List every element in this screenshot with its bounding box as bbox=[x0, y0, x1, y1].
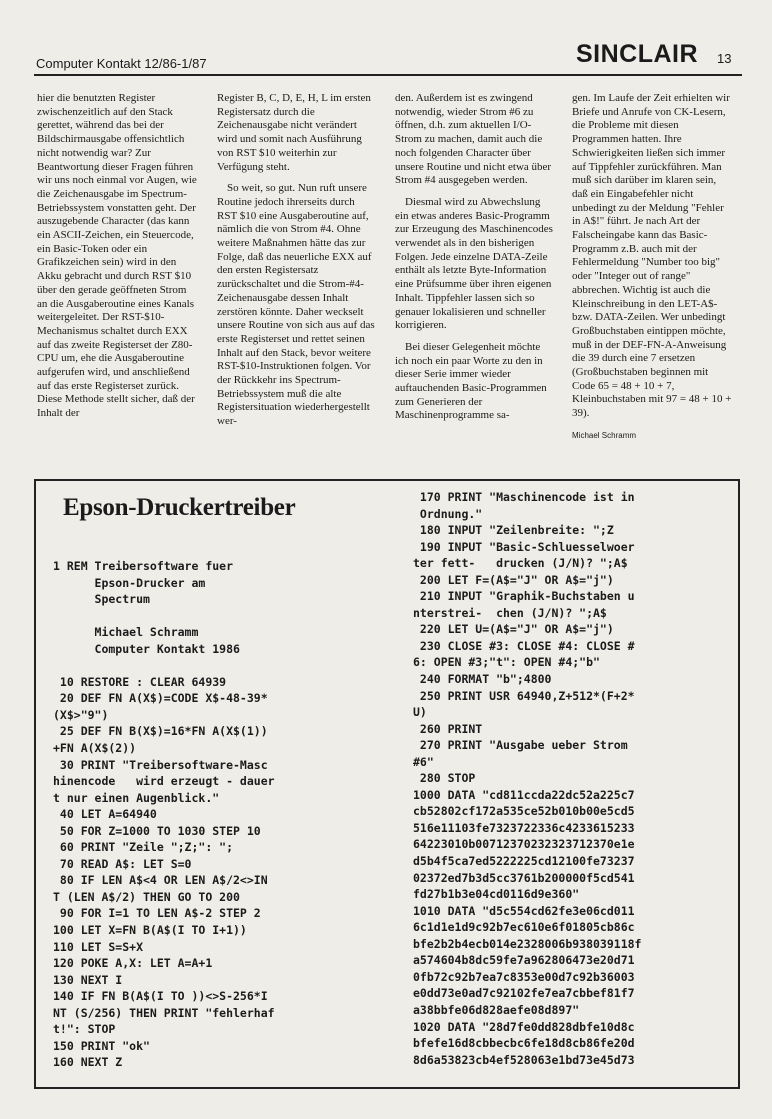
code-line: 110 LET S=S+X bbox=[53, 939, 144, 954]
code-line: Ordnung." bbox=[413, 506, 483, 521]
code-line: 8d6a53823cb4ef528063e1bd73e45d73 bbox=[413, 1052, 635, 1067]
code-line: 40 LET A=64940 bbox=[53, 807, 157, 822]
code-line: 130 NEXT I bbox=[53, 972, 123, 987]
code-line: nterstrei- chen (J/N)? ";A$ bbox=[413, 605, 607, 620]
code-line: (X$>"9") bbox=[53, 707, 109, 722]
code-line: 50 FOR Z=1000 TO 1030 STEP 10 bbox=[53, 823, 261, 838]
code-line: Michael Schramm bbox=[53, 625, 199, 640]
code-line: 270 PRINT "Ausgabe ueber Strom bbox=[413, 738, 628, 753]
code-line: hinencode wird erzeugt - dauer bbox=[53, 774, 275, 789]
magazine-issue: Computer Kontakt 12/86-1/87 bbox=[36, 56, 207, 71]
code-line: bfe2b2b4ecb014e2328006b938039118f bbox=[413, 936, 642, 951]
code-line: cb52802cf172a535ce52b010b00e5cd5 bbox=[413, 804, 635, 819]
article-paragraph: hier die benutzten Register zwischenzeitlich auf den Stack gerettet, während das bei der Bildschirmausgabe offensichtlich nicht notwendig war? Zur Beantwortung dieser Fragen führen wir uns noch einmal vor Augen, wie die Zeichenausgabe im Spectrum-Betriebssystem vonstatten geht. Der auszugebende Character (das kann ein ASCII-Zeichen, ein Steuercode, ein Basic-Token oder ein Grafikzeichen sein) wird in den Akku gebracht und durch RST $10 über den gerade geöffneten Strom an die Ausgaberoutine eines Kanals weitergeleitet. Der RST-$10-Mechanismus schaltet durch EXX auf das zweite Registerset der Z80-CPU um, ehe die Ausgaberoutine aufgerufen wird, und anschließend auf das erste Registerset zurück. Diese Methode stellt sicher, daß der Inhalt der bbox=[37, 92, 197, 420]
article-paragraph: Register B, C, D, E, H, L im ersten Registersatz durch die Zeichenausgabe nicht verändert wird und somit nach Ausführung von RST $10 weiterhin zur Verfügung steht. bbox=[217, 92, 371, 173]
article-paragraph: Bei dieser Gelegenheit möchte ich noch ein paar Worte zu den in dieser Serie immer wieder auftauchenden Basic-Programmen zum Generieren der Maschinenprogramme sa- bbox=[395, 340, 547, 422]
code-line: 80 IF LEN A$<4 OR LEN A$/2<>IN bbox=[53, 873, 268, 888]
code-line: 6: OPEN #3;"t": OPEN #4;"b" bbox=[413, 655, 600, 670]
article-paragraph: den. Außerdem ist es zwingend notwendig, wieder Strom #6 zu öffnen, d.h. zum aktuellen I/O-Strom zu machen, damit auch die noch folgenden Character über unsere Routine und nicht etwa über Strom #4 ausgegeben werden. bbox=[395, 92, 552, 187]
code-line: 160 NEXT Z bbox=[53, 1055, 123, 1070]
page-number: 13 bbox=[717, 51, 732, 66]
code-line: +FN A(X$(2)) bbox=[53, 741, 137, 756]
basic-listing-left bbox=[53, 558, 275, 1071]
author-byline: Michael Schramm bbox=[572, 430, 637, 440]
code-line: e0dd73e0ad7c92102fe7ea7cbbef81f7 bbox=[413, 986, 635, 1001]
code-line: 20 DEF FN A(X$)=CODE X$-48-39* bbox=[53, 691, 268, 706]
code-line: Computer Kontakt 1986 bbox=[53, 641, 240, 656]
code-line: 60 PRINT "Zeile ";Z;": "; bbox=[53, 840, 234, 855]
code-line: d5b4f5ca7ed5222225cd12100fe73237 bbox=[413, 854, 635, 869]
article-column-2 bbox=[217, 92, 377, 437]
code-line: 02372ed7b3d5cc3761b200000f5cd541 bbox=[413, 870, 635, 885]
article-paragraph: gen. Im Laufe der Zeit erhielten wir Briefe und Anrufe von CK-Lesern, die Probleme mit diesen Programmen hatten. Ihre Schwierigkeiten ließen sich immer auf Tippfehler zurückführen. Man muß sich darüber im klaren sein, daß ein Eingabefehler nicht unbedingt zu der Meldung "Fehler in A$!" führt. Je nach Art der Falscheingabe kann das Basic-Programm z.B. auch mit der Fehlermeldung "Number too big" oder "Integer out of range" abbrechen. Wichtig ist auch die Kleinschreibung in den LET-A$-bzw. DATA-Zeilen. Wer unbedingt Großbuchstaben eintippen möchte, muß in der DEF-FN-A-Anweisung die 39 durch eine 7 ersetzen (Großbuchstaben beginnen mit Code 65 = 48 + 10 + 7, Kleinbuchstaben mit 97 = 48 + 10 + 39). bbox=[572, 92, 732, 420]
code-line: T (LEN A$/2) THEN GO TO 200 bbox=[53, 889, 240, 904]
code-line: 70 READ A$: LET S=0 bbox=[53, 856, 192, 871]
code-line: 280 STOP bbox=[413, 771, 476, 786]
code-line: a574604b8dc59fe7a962806473e20d71 bbox=[413, 953, 635, 968]
article-column-1 bbox=[37, 92, 197, 429]
code-line: Spectrum bbox=[53, 592, 150, 607]
code-line: #6" bbox=[413, 754, 434, 769]
code-line: 170 PRINT "Maschinencode ist in bbox=[413, 490, 635, 504]
code-line: 150 PRINT "ok" bbox=[53, 1038, 150, 1053]
article-column-4 bbox=[572, 92, 732, 443]
code-line: 120 POKE A,X: LET A=A+1 bbox=[53, 956, 213, 971]
code-line: 1 REM Treibersoftware fuer bbox=[53, 559, 234, 573]
listing-title: Epson-Druckertreiber bbox=[63, 494, 296, 521]
code-line: NT (S/256) THEN PRINT "fehlerhaf bbox=[53, 1005, 275, 1020]
code-line: 190 INPUT "Basic-Schluesselwoer bbox=[413, 539, 635, 554]
code-line: 64223010b00712370232323712370e1e bbox=[413, 837, 635, 852]
code-line: 200 LET F=(A$="J" OR A$="j") bbox=[413, 572, 614, 587]
code-line: 180 INPUT "Zeilenbreite: ";Z bbox=[413, 523, 614, 538]
code-line: U) bbox=[413, 705, 427, 720]
code-line: 25 DEF FN B(X$)=16*FN A(X$(1)) bbox=[53, 724, 268, 739]
code-line: t nur einen Augenblick." bbox=[53, 790, 220, 805]
section-title: SINCLAIR bbox=[576, 40, 699, 68]
code-line: 90 FOR I=1 TO LEN A$-2 STEP 2 bbox=[53, 906, 261, 921]
code-line: Epson-Drucker am bbox=[53, 575, 206, 590]
code-line: a38bbfe06d828aefe08d897" bbox=[413, 1002, 580, 1017]
code-line: 100 LET X=FN B(A$(I TO I+1)) bbox=[53, 923, 247, 938]
article-paragraph: So weit, so gut. Nun ruft unsere Routine jedoch ihrerseits durch RST $10 eine Ausgaberoutine auf, nämlich die von Strom #4. Ohne weitere Maßnahmen hätte das zur Folge, daß das neuerliche EXX auf den ersten Registersatz zurückschaltet und die Strom-#4-Zeichenausgabe dessen Inhalt zerstören könnte. Daher weckselt unsere Routine von sich aus auf das erste Registerset und rettet seinen Inhalt auf den Stack, bevor weitere RST-$10-Instruktionen folgen. Vor der Rückkehr ins Spectrum-Betriebssystem muß die alte Registersituation wiederhergestellt wer- bbox=[217, 182, 375, 428]
code-line: 1020 DATA "28d7fe0dd828dbfe10d8c bbox=[413, 1019, 635, 1034]
code-line: 230 CLOSE #3: CLOSE #4: CLOSE # bbox=[413, 638, 635, 653]
code-line: 240 FORMAT "b";4800 bbox=[413, 672, 552, 687]
basic-listing-right bbox=[413, 489, 641, 1068]
code-line: 0fb72c92b7ea7c8353e00d7c92b36003 bbox=[413, 969, 635, 984]
code-line: 30 PRINT "Treibersoftware-Masc bbox=[53, 757, 268, 772]
code-line: 1010 DATA "d5c554cd62fe3e06cd011 bbox=[413, 903, 635, 918]
article-paragraph: Diesmal wird zu Abwechslung ein etwas anderes Basic-Programm zur Erzeugung des Maschinencodes verwendet als in den bisherigen Folgen. Jede einzelne DATA-Zeile enthält als letzte Byte-Information eine Prüfsumme über ihren eigenen Inhalt. Tippfehler lassen sich so genauer lokalisieren und schneller korrigieren. bbox=[395, 195, 553, 332]
code-line: 516e11103fe7323722336c4233615233 bbox=[413, 820, 635, 835]
header-rule bbox=[34, 74, 742, 76]
code-line: 260 PRINT bbox=[413, 721, 483, 736]
article-column-3 bbox=[395, 92, 555, 431]
code-line: 220 LET U=(A$="J" OR A$="j") bbox=[413, 622, 614, 637]
code-line: 140 IF FN B(A$(I TO ))<>S-256*I bbox=[53, 989, 268, 1004]
code-line: 250 PRINT USR 64940,Z+512*(F+2* bbox=[413, 688, 635, 703]
code-line: 6c1d1e1d9c92b7ec610e6f01805cb86c bbox=[413, 920, 635, 935]
code-line: t!": STOP bbox=[53, 1022, 116, 1037]
code-line: 210 INPUT "Graphik-Buchstaben u bbox=[413, 589, 635, 604]
code-line: bfefe16d8cbbecbc6fe18d8cb86fe20d bbox=[413, 1036, 635, 1051]
code-line: ter fett- drucken (J/N)? ";A$ bbox=[413, 556, 628, 571]
code-line: 10 RESTORE : CLEAR 64939 bbox=[53, 674, 227, 689]
code-line: fd27b1b3e04cd0116d9e360" bbox=[413, 887, 580, 902]
code-line: 1000 DATA "cd811ccda22dc52a225c7 bbox=[413, 787, 635, 802]
